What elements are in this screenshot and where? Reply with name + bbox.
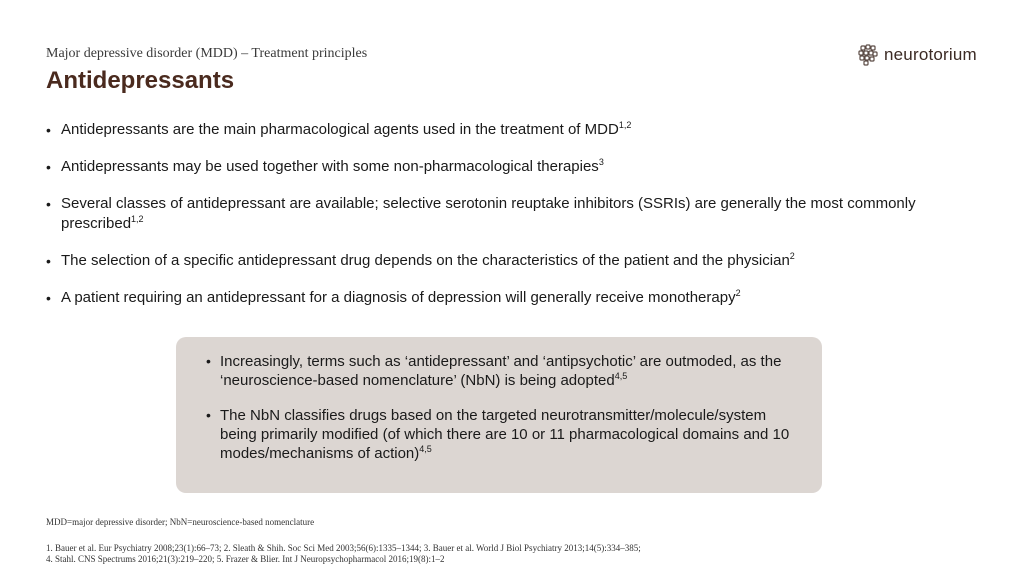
callout-bullet-item: • The NbN classifies drugs based on the targeted neurotransmitter/molecule/system being primarily modified (of which there are 10 or 11 pharmacological domains and 10 modes/mechanisms of action)$^{4,5}$ bbox=[206, 406, 802, 463]
citation: 4,5 bbox=[419, 444, 432, 454]
slide-subtitle: Major depressive disorder (MDD) – Treatment principles bbox=[46, 46, 368, 61]
bullet-item: • The selection of a specific antidepressant drug depends on the characteristics of the patient and the physician$^2$ bbox=[46, 251, 946, 271]
citation: 2 bbox=[789, 251, 795, 261]
references bbox=[46, 543, 946, 565]
callout-bullet-item: • Increasingly, terms such as ‘antidepressant’ and ‘antipsychotic’ are outmoded, as the ‘neuroscience-based nomenclature’ (NbN) is being adopted$^{4,5}$ bbox=[206, 352, 802, 390]
references-line: 4. Stahl. CNS Spectrums 2016;21(3):219–220; 5. Frazer & Blier. Int J Neuropsychopharmacol 2016;19(8):1–2 bbox=[46, 554, 445, 564]
bullet-item: • Antidepressants may be used together with some non-pharmacological therapies$^3$ bbox=[46, 157, 946, 177]
callout-bullet-list bbox=[176, 337, 822, 463]
slide-title: Antidepressants bbox=[46, 67, 235, 94]
citation: 3 bbox=[598, 157, 604, 167]
citation: 1,2 bbox=[131, 214, 144, 224]
references-line: 1. Bauer et al. Eur Psychiatry 2008;23(1):66–73; 2. Sleath & Shih. Soc Sci Med 2003;56(6):1335–1344; 3. Bauer et al. World J Biol Psychiatry 2013;14(5):334–385; bbox=[46, 543, 641, 553]
abbreviations-note: MDD=major depressive disorder; NbN=neuroscience-based nomenclature bbox=[46, 517, 315, 527]
main-bullet-list bbox=[46, 120, 946, 325]
citation: 1,2 bbox=[618, 120, 632, 130]
callout-box bbox=[176, 337, 822, 493]
neurotorium-logo bbox=[858, 44, 977, 66]
bullet-item: • Antidepressants are the main pharmacological agents used in the treatment of MDD$^{1,2}$ bbox=[46, 120, 946, 140]
bullet-item: • Several classes of antidepressant are available; selective serotonin reuptake inhibitors (SSRIs) are generally the most commonly prescribed$^{1,2}$ bbox=[46, 194, 946, 234]
logo-text: neurotorium bbox=[884, 45, 977, 64]
brain-grid-icon bbox=[858, 44, 878, 66]
bullet-item: • A patient requiring an antidepressant for a diagnosis of depression will generally receive monotherapy$^2$ bbox=[46, 288, 946, 308]
citation: 4,5 bbox=[614, 371, 628, 381]
citation: 2 bbox=[735, 288, 741, 298]
